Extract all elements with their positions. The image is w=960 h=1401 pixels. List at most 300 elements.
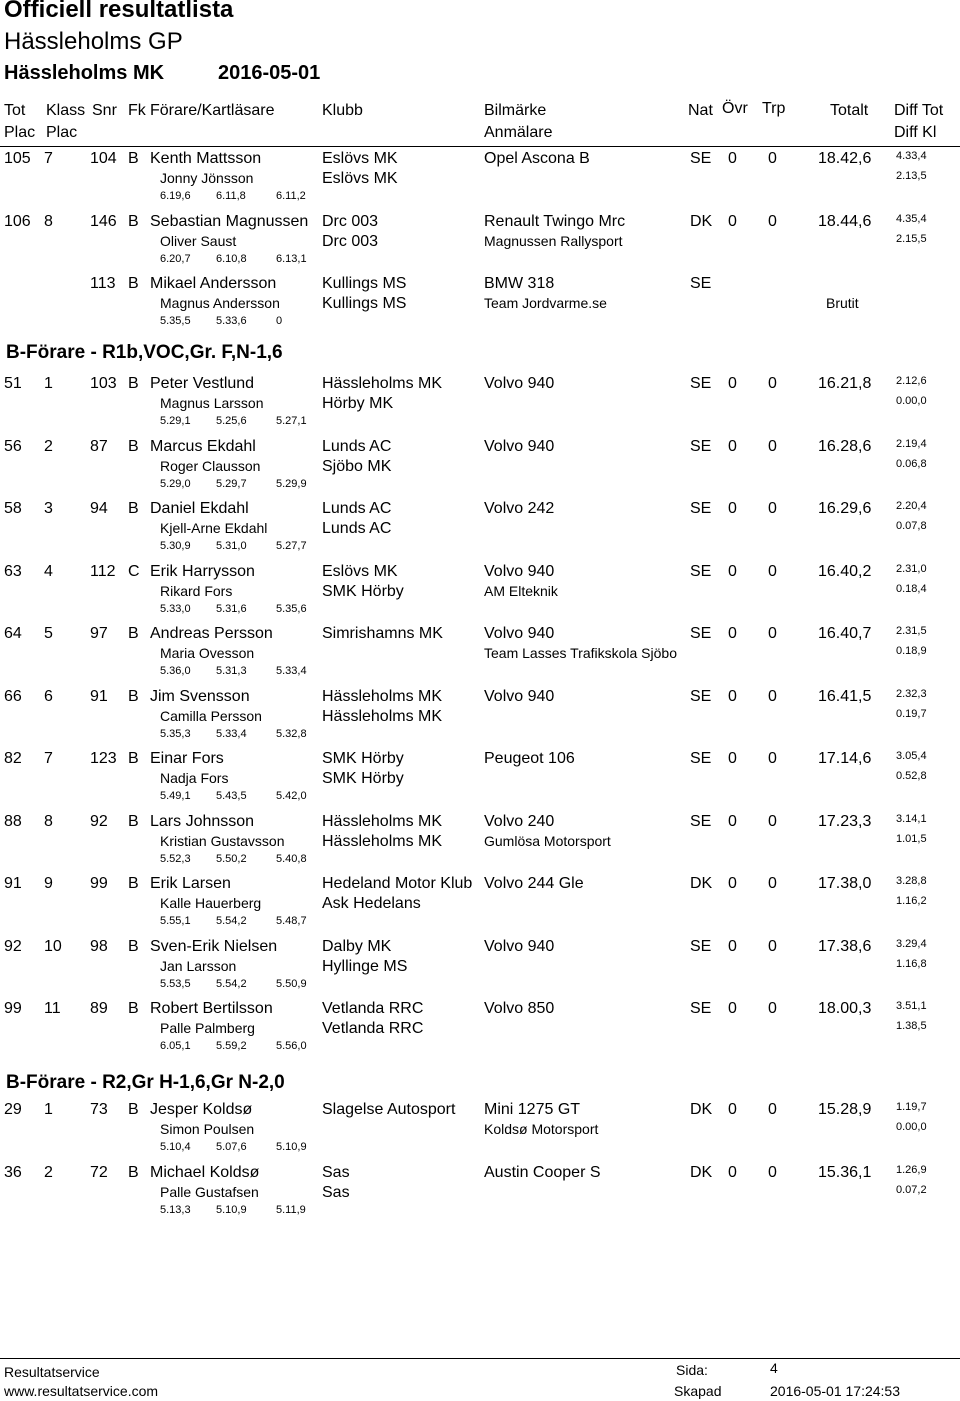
entry-entrant: Magnussen Rallysport [484, 232, 623, 249]
footer-page-label: Sida: [676, 1362, 708, 1378]
entry-codriver-club: Kullings MS [322, 295, 407, 312]
entry-ovr: 0 [728, 812, 737, 830]
entry-tot-place: 88 [4, 812, 22, 830]
entry-stage-1: 6.19,6 [160, 190, 191, 202]
entry-car: Volvo 850 [484, 1000, 555, 1017]
entry-codriver: Jan Larsson [160, 957, 237, 974]
entry-diff-class: 0.07,2 [896, 1183, 927, 1196]
entry-diff-total: 3.14,1 [896, 812, 927, 825]
entry-fk: B [128, 375, 139, 392]
entry-ovr: 0 [728, 1101, 737, 1118]
entry-tot-place: 99 [4, 1000, 22, 1017]
entry-nationality: DK [690, 212, 713, 230]
entry-codriver: Camilla Persson [160, 707, 262, 724]
entry-driver: Jesper Koldsø [150, 1101, 253, 1118]
entry-driver: Jim Svensson [150, 687, 250, 705]
footer-created-label: Skapad [674, 1383, 722, 1399]
entry-class-place: 2 [44, 1163, 53, 1181]
entry-total-time: 18.00,3 [818, 1000, 872, 1017]
entry-trp: 0 [768, 562, 777, 580]
entry-codriver-club: SMK Hörby [322, 770, 404, 787]
entry-tot-place: 66 [4, 687, 22, 705]
entry-car: Volvo 940 [484, 562, 555, 580]
entry-ovr: 0 [728, 687, 737, 705]
col-tot: Tot [4, 102, 26, 119]
entry-stage-2: 5.33,4 [216, 727, 247, 740]
entry-car: Volvo 940 [484, 625, 555, 642]
entry-fk: B [128, 750, 139, 767]
entry-diff-total: 2.12,6 [896, 375, 927, 387]
entry-start-number: 73 [90, 1101, 108, 1118]
entry-stage-2: 5.31,3 [216, 665, 247, 677]
section-heading-2: B-Förare - R2,Gr H-1,6,Gr N-2,0 [6, 1072, 285, 1093]
entry-diff-total: 3.05,4 [896, 750, 927, 762]
entry-trp: 0 [768, 1101, 777, 1118]
entry-entrant: Gumlösa Motorsport [484, 832, 611, 849]
entry-class-place: 11 [44, 1000, 61, 1017]
entry-diff-class: 0.00,0 [896, 1121, 927, 1133]
entry-codriver-club: Sjöbo MK [322, 457, 392, 475]
entry-start-number: 103 [90, 375, 117, 392]
entry-driver: Erik Larsen [150, 875, 231, 892]
entry-stage-3: 5.32,8 [276, 727, 307, 740]
entry-car: Volvo 940 [484, 375, 555, 392]
entry-car: Volvo 940 [484, 437, 555, 455]
entry-stage-1: 5.35,5 [160, 315, 191, 327]
result-row [0, 938, 960, 1000]
entry-driver: Kenth Mattsson [150, 150, 262, 167]
entry-stage-2: 5.31,0 [216, 540, 247, 552]
entry-codriver: Palle Gustafsen [160, 1183, 259, 1200]
col-trp: Trp [762, 100, 786, 117]
entry-codriver: Palle Palmberg [160, 1020, 255, 1036]
entry-codriver: Magnus Larsson [160, 395, 264, 411]
entry-codriver: Simon Poulsen [160, 1121, 255, 1137]
header-divider [0, 146, 960, 147]
entry-stage-2: 6.11,8 [216, 190, 246, 202]
entry-fk: B [128, 812, 139, 830]
entry-stage-2: 5.31,6 [216, 602, 247, 615]
entry-car: BMW 318 [484, 275, 555, 292]
entry-stage-3: 5.11,9 [276, 1203, 306, 1216]
entry-diff-total: 4.35,4 [896, 212, 927, 225]
entry-diff-class: 2.13,5 [896, 170, 927, 182]
entry-stage-2: 5.10,9 [216, 1203, 247, 1216]
entry-start-number: 113 [90, 275, 116, 292]
entry-driver: Lars Johnsson [150, 812, 255, 830]
entry-diff-class: 1.16,2 [896, 895, 927, 907]
entry-car: Volvo 940 [484, 937, 555, 955]
entry-diff-class: 1.16,8 [896, 957, 927, 970]
entry-stage-2: 5.50,2 [216, 852, 247, 865]
result-row [0, 1101, 960, 1163]
entry-trp: 0 [768, 812, 777, 830]
entry-diff-class: 1.38,5 [896, 1020, 927, 1032]
entry-fk: B [128, 687, 139, 705]
entry-codriver-club: Hässleholms MK [322, 707, 443, 725]
entry-codriver-club: Lunds AC [322, 520, 392, 537]
entry-tot-place: 91 [4, 875, 22, 892]
col-bilmarke: Bilmärke [484, 102, 547, 119]
entry-codriver-club: Hässleholms MK [322, 832, 443, 850]
entry-total-time: 17.14,6 [818, 750, 872, 767]
entry-ovr: 0 [728, 1000, 737, 1017]
entry-nationality: DK [690, 1163, 713, 1181]
result-row [0, 625, 960, 687]
result-row [0, 375, 960, 437]
entry-codriver-club: Hyllinge MS [322, 957, 408, 975]
entry-car: Volvo 244 Gle [484, 875, 584, 892]
entry-trp: 0 [768, 625, 777, 642]
entry-start-number: 99 [90, 875, 108, 892]
entry-stage-2: 5.25,6 [216, 415, 247, 427]
entry-tot-place: 106 [4, 212, 31, 230]
entry-start-number: 89 [90, 1000, 108, 1017]
entry-nationality: SE [690, 437, 712, 455]
entry-driver: Erik Harrysson [150, 562, 255, 580]
entry-diff-total: 1.26,9 [896, 1163, 927, 1176]
entry-stage-2: 5.07,6 [216, 1141, 247, 1153]
entry-ovr: 0 [728, 437, 737, 455]
entry-fk: B [128, 875, 139, 892]
footer-url: www.resultatservice.com [4, 1383, 159, 1399]
entry-nationality: DK [690, 1101, 713, 1118]
entry-fk: B [128, 212, 139, 230]
entry-driver-club: Hässleholms MK [322, 687, 443, 705]
entry-tot-place: 51 [4, 375, 22, 392]
entry-entrant: AM Elteknik [484, 582, 558, 599]
entry-codriver: Jonny Jönsson [160, 170, 254, 186]
entry-diff-class: 0.18,4 [896, 582, 927, 595]
col-nat: Nat [688, 102, 713, 119]
entry-ovr: 0 [728, 212, 737, 230]
entry-trp: 0 [768, 687, 777, 705]
entry-total-time: 18.44,6 [818, 212, 872, 230]
entry-nationality: SE [690, 687, 712, 705]
entry-car: Opel Ascona B [484, 150, 590, 167]
entry-stage-1: 5.55,1 [160, 915, 191, 927]
entry-stage-3: 6.11,2 [276, 190, 306, 202]
entry-driver-club: Drc 003 [322, 212, 379, 230]
entry-diff-class: 0.00,0 [896, 395, 927, 407]
entry-codriver: Oliver Saust [160, 232, 237, 249]
entry-stage-1: 5.29,0 [160, 477, 191, 490]
entry-trp: 0 [768, 437, 777, 455]
entry-nationality: SE [690, 562, 712, 580]
entry-nationality: SE [690, 625, 712, 642]
entry-tot-place: 105 [4, 150, 31, 167]
entry-stage-1: 6.20,7 [160, 252, 191, 265]
entry-start-number: 72 [90, 1163, 108, 1181]
result-row [0, 150, 960, 212]
entry-stage-2: 5.59,2 [216, 1040, 247, 1052]
entry-ovr: 0 [728, 500, 737, 517]
entry-fk: B [128, 150, 139, 167]
entry-ovr: 0 [728, 937, 737, 955]
entry-driver-club: Vetlanda RRC [322, 1000, 424, 1017]
col-klubb: Klubb [322, 102, 363, 119]
result-row [0, 563, 960, 625]
entry-trp: 0 [768, 1000, 777, 1017]
entry-class-place: 5 [44, 625, 53, 642]
entry-stage-3: 5.40,8 [276, 852, 307, 865]
entry-nationality: SE [690, 500, 712, 517]
entry-car: Renault Twingo Mrc [484, 212, 626, 230]
entry-stage-1: 5.29,1 [160, 415, 191, 427]
entry-diff-total: 1.19,7 [896, 1101, 927, 1113]
result-row [0, 213, 960, 275]
entry-driver-club: Eslövs MK [322, 562, 398, 580]
col-fk: Fk [128, 102, 146, 119]
entry-stage-1: 5.52,3 [160, 852, 191, 865]
entry-codriver: Magnus Andersson [160, 295, 280, 311]
entry-codriver: Roger Clausson [160, 457, 261, 474]
entry-driver-club: Hässleholms MK [322, 375, 443, 392]
entry-stage-1: 5.33,0 [160, 602, 191, 615]
entry-stage-3: 5.10,9 [276, 1141, 307, 1153]
entry-fk: B [128, 437, 139, 455]
entry-fk: B [128, 937, 139, 955]
entry-stage-1: 5.35,3 [160, 727, 191, 740]
entry-stage-3: 5.50,9 [276, 977, 307, 990]
entry-diff-class: 2.15,5 [896, 232, 927, 245]
entry-stage-2: 5.54,2 [216, 915, 247, 927]
entry-trp: 0 [768, 750, 777, 767]
entry-ovr: 0 [728, 150, 737, 167]
entry-trp: 0 [768, 1163, 777, 1181]
entry-driver-club: Sas [322, 1163, 350, 1181]
entry-driver-club: Slagelse Autosport [322, 1101, 456, 1118]
entry-total-time: 16.28,6 [818, 437, 872, 455]
entry-class-place: 7 [44, 150, 53, 167]
entry-diff-total: 3.28,8 [896, 875, 927, 887]
entry-stage-3: 5.29,9 [276, 477, 307, 490]
col-difftot: Diff Tot [894, 102, 944, 119]
entry-nationality: SE [690, 937, 712, 955]
entry-total-time: 18.42,6 [818, 150, 872, 167]
entry-fk: B [128, 1000, 139, 1017]
entry-codriver-club: SMK Hörby [322, 582, 404, 600]
entry-stage-1: 5.13,3 [160, 1203, 191, 1216]
entry-car: Volvo 240 [484, 812, 555, 830]
entry-fk: B [128, 500, 139, 517]
entry-driver: Michael Koldsø [150, 1163, 260, 1181]
entry-stage-3: 5.56,0 [276, 1040, 307, 1052]
footer-created-value: 2016-05-01 17:24:53 [770, 1383, 900, 1399]
entry-diff-class: 0.18,9 [896, 645, 927, 657]
entry-driver: Sebastian Magnussen [150, 212, 309, 230]
entry-nationality: DK [690, 875, 713, 892]
entry-stage-1: 5.49,1 [160, 790, 191, 802]
entry-nationality: SE [690, 1000, 712, 1017]
entry-driver: Einar Fors [150, 750, 224, 767]
entry-driver: Daniel Ekdahl [150, 500, 249, 517]
entry-start-number: 94 [90, 500, 108, 517]
entry-stage-1: 6.05,1 [160, 1040, 191, 1052]
entry-fk: B [128, 275, 139, 292]
entry-stage-3: 5.48,7 [276, 915, 307, 927]
entry-driver: Robert Bertilsson [150, 1000, 273, 1017]
entry-driver: Marcus Ekdahl [150, 437, 256, 455]
entry-diff-total: 2.31,5 [896, 625, 927, 637]
col-snr: Snr [92, 102, 117, 119]
entry-start-number: 112 [90, 562, 116, 580]
entry-fk: B [128, 1101, 139, 1118]
entry-ovr: 0 [728, 375, 737, 392]
entry-stage-2: 5.33,6 [216, 315, 247, 327]
entry-class-place: 8 [44, 812, 53, 830]
entry-diff-total: 3.29,4 [896, 937, 927, 950]
entry-tot-place: 36 [4, 1163, 22, 1181]
col-ovr: Övr [722, 100, 748, 117]
entry-start-number: 92 [90, 812, 108, 830]
entry-codriver-club: Eslövs MK [322, 170, 398, 187]
entry-entrant: Team Jordvarme.se [484, 295, 607, 311]
report-title: Officiell resultatlista [4, 0, 234, 23]
entry-start-number: 146 [90, 212, 117, 230]
entry-diff-total: 4.33,4 [896, 150, 927, 162]
entry-driver-club: Hedeland Motor Klub [322, 875, 473, 892]
entry-tot-place: 92 [4, 937, 22, 955]
entry-nationality: SE [690, 750, 712, 767]
entry-diff-total: 2.31,0 [896, 562, 927, 575]
col-plac-klass: Plac [46, 124, 78, 141]
entry-total-time: Brutit [826, 295, 859, 311]
footer-divider [0, 1358, 960, 1359]
entry-diff-class: 0.52,8 [896, 770, 927, 782]
footer-service: Resultatservice [4, 1364, 100, 1380]
entry-stage-1: 5.30,9 [160, 540, 191, 552]
entry-nationality: SE [690, 375, 712, 392]
entry-stage-3: 5.42,0 [276, 790, 307, 802]
entry-class-place: 1 [44, 375, 53, 392]
entry-start-number: 104 [90, 150, 117, 167]
entry-ovr: 0 [728, 750, 737, 767]
entry-diff-class: 1.01,5 [896, 832, 927, 845]
entry-fk: C [128, 562, 140, 580]
entry-ovr: 0 [728, 1163, 737, 1181]
entry-stage-2: 6.10,8 [216, 252, 247, 265]
entry-stage-2: 5.54,2 [216, 977, 247, 990]
entry-tot-place: 64 [4, 625, 22, 642]
result-row [0, 1000, 960, 1062]
entry-fk: B [128, 1163, 139, 1181]
entry-total-time: 16.29,6 [818, 500, 872, 517]
entry-tot-place: 56 [4, 437, 22, 455]
event-date: 2016-05-01 [218, 62, 321, 84]
entry-ovr: 0 [728, 562, 737, 580]
col-anmalare: Anmälare [484, 124, 553, 141]
col-plac-tot: Plac [4, 124, 36, 141]
result-row [0, 688, 960, 750]
entry-codriver: Rikard Fors [160, 582, 233, 599]
entry-total-time: 16.41,5 [818, 687, 872, 705]
result-row [0, 750, 960, 812]
entry-nationality: SE [690, 812, 712, 830]
entry-stage-1: 5.36,0 [160, 665, 191, 677]
entry-start-number: 98 [90, 937, 108, 955]
entry-driver-club: Hässleholms MK [322, 812, 443, 830]
entry-stage-2: 5.29,7 [216, 477, 247, 490]
entry-entrant: Koldsø Motorsport [484, 1121, 599, 1137]
result-row [0, 438, 960, 500]
entry-total-time: 15.28,9 [818, 1101, 872, 1118]
col-totalt: Totalt [830, 102, 869, 119]
event-name: Hässleholms GP [4, 28, 183, 55]
entry-car: Peugeot 106 [484, 750, 575, 767]
entry-driver-club: Simrishamns MK [322, 625, 443, 642]
entry-codriver-club: Drc 003 [322, 232, 379, 250]
entry-total-time: 16.40,7 [818, 625, 872, 642]
entry-codriver-club: Sas [322, 1183, 350, 1201]
entry-class-place: 9 [44, 875, 53, 892]
entry-driver-club: Eslövs MK [322, 150, 398, 167]
entry-trp: 0 [768, 937, 777, 955]
entry-class-place: 2 [44, 437, 53, 455]
entry-class-place: 4 [44, 562, 53, 580]
entry-start-number: 97 [90, 625, 108, 642]
entry-car: Mini 1275 GT [484, 1101, 581, 1118]
entry-ovr: 0 [728, 875, 737, 892]
entry-codriver: Kjell-Arne Ekdahl [160, 520, 268, 536]
entry-stage-3: 5.35,6 [276, 602, 307, 615]
entry-nationality: SE [690, 275, 712, 292]
entry-total-time: 17.38,0 [818, 875, 872, 892]
entry-stage-3: 0 [276, 315, 283, 327]
entry-codriver: Kristian Gustavsson [160, 832, 285, 849]
entry-total-time: 16.21,8 [818, 375, 872, 392]
entry-car: Volvo 940 [484, 687, 555, 705]
entry-trp: 0 [768, 150, 777, 167]
result-row [0, 1164, 960, 1226]
entry-codriver-club: Hörby MK [322, 395, 394, 412]
col-diffkl: Diff Kl [894, 124, 937, 141]
entry-stage-1: 5.10,4 [160, 1141, 191, 1153]
entry-total-time: 15.36,1 [818, 1163, 872, 1181]
entry-tot-place: 82 [4, 750, 22, 767]
result-row [0, 813, 960, 875]
entry-car: Volvo 242 [484, 500, 555, 517]
col-klass: Klass [46, 102, 86, 119]
entry-nationality: SE [690, 150, 712, 167]
entry-diff-class: 0.07,8 [896, 520, 927, 532]
entry-start-number: 87 [90, 437, 108, 455]
entry-driver-club: Lunds AC [322, 437, 392, 455]
result-row [0, 875, 960, 937]
entry-class-place: 1 [44, 1101, 53, 1118]
entry-stage-2: 5.43,5 [216, 790, 247, 802]
entry-tot-place: 58 [4, 500, 22, 517]
entry-codriver-club: Vetlanda RRC [322, 1020, 424, 1037]
entry-class-place: 6 [44, 687, 53, 705]
entry-trp: 0 [768, 875, 777, 892]
entry-total-time: 16.40,2 [818, 562, 872, 580]
entry-ovr: 0 [728, 625, 737, 642]
entry-diff-total: 3.51,1 [896, 1000, 927, 1012]
entry-trp: 0 [768, 375, 777, 392]
entry-diff-total: 2.20,4 [896, 500, 927, 512]
entry-codriver-club: Ask Hedelans [322, 895, 421, 912]
entry-driver-club: Lunds AC [322, 500, 392, 517]
entry-fk: B [128, 625, 139, 642]
entry-codriver: Nadja Fors [160, 770, 229, 786]
entry-driver: Peter Vestlund [150, 375, 255, 392]
entry-entrant: Team Lasses Trafikskola Sjöbo [484, 645, 677, 661]
entry-driver: Sven-Erik Nielsen [150, 937, 278, 955]
entry-stage-3: 5.33,4 [276, 665, 307, 677]
entry-tot-place: 63 [4, 562, 22, 580]
entry-class-place: 7 [44, 750, 53, 767]
